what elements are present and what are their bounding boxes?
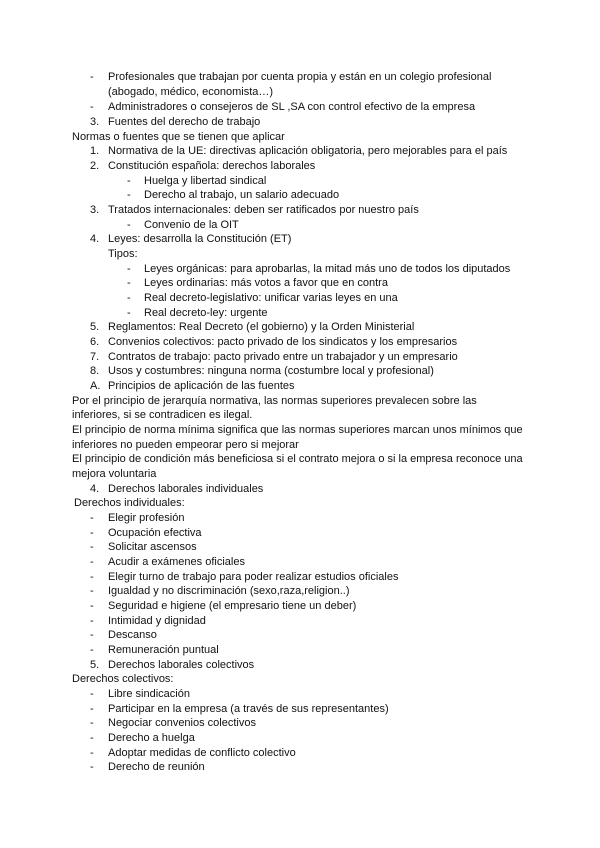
list-number: 4. [90,233,100,245]
section-heading: Derechos colectivos: [72,673,174,685]
bullet-marker: - [127,189,131,201]
list-number: 6. [90,336,100,348]
text-line: Huelga y libertad sindical [144,175,267,187]
list-number: 3. [90,204,100,216]
text-line: Solicitar ascensos [108,541,197,553]
bullet-marker: - [90,101,94,113]
bullet-marker: - [90,761,94,773]
text-line: Igualdad y no discriminación (sexo,raza,religion..) [108,585,350,597]
bullet-marker: - [127,277,131,289]
text-line: Seguridad e higiene (el empresario tiene un deber) [108,600,357,612]
bullet-marker: - [90,629,94,641]
paragraph-line: El principio de norma mínima significa que las normas superiores marcan unos mínimos que [72,424,523,436]
text-line: Fuentes del derecho de trabajo [108,116,261,128]
list-number: 7. [90,351,100,363]
list-number: 2. [90,160,100,172]
text-line: Elegir profesión [108,512,185,524]
text-line: Elegir turno de trabajo para poder realizar estudios oficiales [108,571,399,583]
text-line: Derecho a huelga [108,732,195,744]
text-line: Derecho de reunión [108,761,205,773]
text-line: Administradores o consejeros de SL ,SA con control efectivo de la empresa [108,101,476,113]
bullet-marker: - [90,585,94,597]
bullet-marker: - [90,71,94,83]
bullet-marker: - [90,571,94,583]
text-line: Real decreto-legislativo: unificar varias leyes en una [144,292,398,304]
text-line: Convenios colectivos: pacto privado de los sindicatos y los empresarios [108,336,458,348]
bullet-marker: - [127,263,131,275]
text-line: Leyes orgánicas: para aprobarlas, la mitad más uno de todos los diputados [144,263,511,275]
list-number: 8. [90,365,100,377]
bullet-marker: - [90,512,94,524]
text-line: Normativa de la UE: directivas aplicación obligatoria, pero mejorables para el país [108,145,508,157]
text-line: Libre sindicación [108,688,190,700]
text-line: Remuneración puntual [108,644,219,656]
bullet-marker: - [127,219,131,231]
text-line: Principios de aplicación de las fuentes [108,380,295,392]
text-line: Leyes: desarrolla la Constitución (ET) [108,233,292,245]
text-line: Adoptar medidas de conflicto colectivo [108,747,296,759]
bullet-marker: - [127,292,131,304]
list-number: 3. [90,116,100,128]
bullet-marker: - [90,717,94,729]
list-number: 4. [90,483,100,495]
text-line: Ocupación efectiva [108,527,202,539]
section-heading: Normas o fuentes que se tienen que aplicar [72,131,285,143]
list-number: 1. [90,145,100,157]
bullet-marker: - [90,600,94,612]
text-line: Contratos de trabajo: pacto privado entre un trabajador y un empresario [108,351,458,363]
text-line: Tipos: [108,248,138,260]
bullet-marker: - [90,688,94,700]
list-number: 5. [90,659,100,671]
text-line: Profesionales que trabajan por cuenta propia y están en un colegio profesional [108,71,492,83]
paragraph-line: inferiores no pueden empeorar pero si mejorar [72,439,299,451]
text-line: (abogado, médico, economista…) [108,86,274,98]
text-line: Participar en la empresa (a través de sus representantes) [108,703,389,715]
text-line: Negociar convenios colectivos [108,717,256,729]
paragraph-line: El principio de condición más beneficiosa si el contrato mejora o si la empresa reconoce una [72,453,523,465]
text-line: Tratados internacionales: deben ser ratificados por nuestro país [108,204,419,216]
text-line: Convenio de la OIT [144,219,239,231]
paragraph-line: Por el principio de jerarquía normativa, las normas superiores prevalecen sobre las [72,395,477,407]
text-line: Derechos laborales individuales [108,483,264,495]
text-line: Derechos laborales colectivos [108,659,255,671]
paragraph-line: mejora voluntaria [72,468,157,480]
list-number: A. [90,380,101,392]
paragraph-line: inferiores, si se contradicen es ilegal. [72,409,253,421]
text-line: Constitución española: derechos laborales [108,160,316,172]
bullet-marker: - [90,747,94,759]
text-line: Acudir a exámenes oficiales [108,556,245,568]
bullet-marker: - [127,175,131,187]
bullet-marker: - [90,541,94,553]
text-line: Real decreto-ley: urgente [144,307,268,319]
section-heading: Derechos individuales: [74,497,185,509]
bullet-marker: - [90,732,94,744]
text-line: Derecho al trabajo, un salario adecuado [144,189,340,201]
bullet-marker: - [90,644,94,656]
text-line: Intimidad y dignidad [108,615,206,627]
bullet-marker: - [90,703,94,715]
list-number: 5. [90,321,100,333]
text-line: Usos y costumbres: ninguna norma (costumbre local y profesional) [108,365,434,377]
bullet-marker: - [90,527,94,539]
bullet-marker: - [90,556,94,568]
bullet-marker: - [127,307,131,319]
text-line: Descanso [108,629,157,641]
text-line: Reglamentos: Real Decreto (el gobierno) y la Orden Ministerial [108,321,415,333]
text-line: Leyes ordinarias: más votos a favor que en contra [144,277,388,289]
bullet-marker: - [90,615,94,627]
